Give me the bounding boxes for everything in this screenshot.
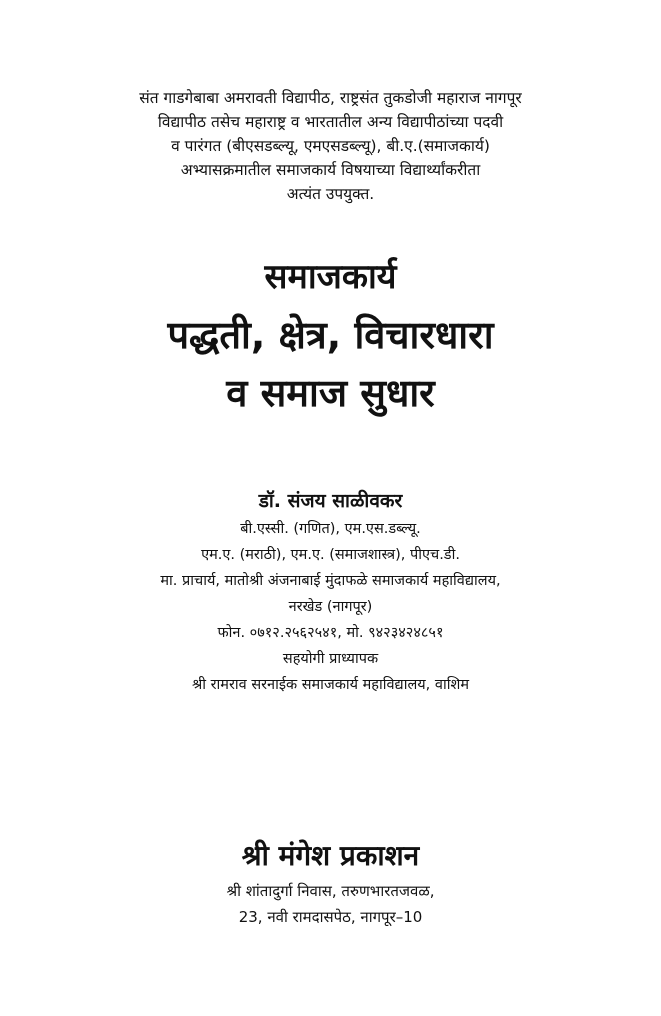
author-block [0,486,661,698]
book-title-line-2: पद्धती, क्षेत्र, विचारधारा [167,313,494,357]
author-name: डॉ. संजय साळीवकर [258,490,403,512]
book-title [0,248,661,422]
intro-line-4: अभ्यासक्रमातील समाजकार्य विषयाच्या विद्यार्थ्यांकरीता [180,161,481,179]
author-line-7: श्री रामराव सरनाईक समाजकार्य महाविद्यालय, वाशिम [191,677,470,693]
book-title-line-3: व समाज सुधार [226,371,435,415]
author-line-5: फोन. ०७१२.२५६२५४१, मो. ९४२३४२४८५१ [217,625,444,641]
author-line-1: बी.एस्सी. (गणित), एम.एस.डब्ल्यू. [240,521,421,537]
intro-line-5: अत्यंत उपयुक्त. [286,185,375,203]
author-line-6: सहयोगी प्राध्यापक [282,651,379,667]
publisher-address-line-2: 23, नवी रामदासपेठ, नागपूर–10 [238,908,423,926]
author-line-4: नरखेड (नागपूर) [288,599,373,615]
publisher-block [0,834,661,930]
author-line-3: मा. प्राचार्य, मातोश्री अंजनाबाई मुंदाफळे समाजकार्य महाविद्यालय, [160,573,501,589]
book-title-line-1: समाजकार्य [264,257,397,297]
publisher-address-line-1: श्री शांतादुर्गा निवास, तरुणभारतजवळ, [226,882,435,900]
intro-line-3: व पारंगत (बीएसडब्ल्यू, एमएसडब्ल्यू), बी.ए.(समाजकार्य) [171,137,490,155]
author-line-2: एम.ए. (मराठी), एम.ए. (समाजशास्त्र), पीएच.डी. [201,547,460,563]
intro-line-1: संत गाडगेबाबा अमरावती विद्यापीठ, राष्ट्रसंत तुकडोजी महाराज नागपूर [139,89,522,107]
intro-line-2: विद्यापीठ तसेच महाराष्ट्र व भारतातील अन्य विद्यापीठांच्या पदवी [157,113,504,131]
intro-block [0,86,661,206]
publisher-name: श्री मंगेश प्रकाशन [241,839,420,872]
